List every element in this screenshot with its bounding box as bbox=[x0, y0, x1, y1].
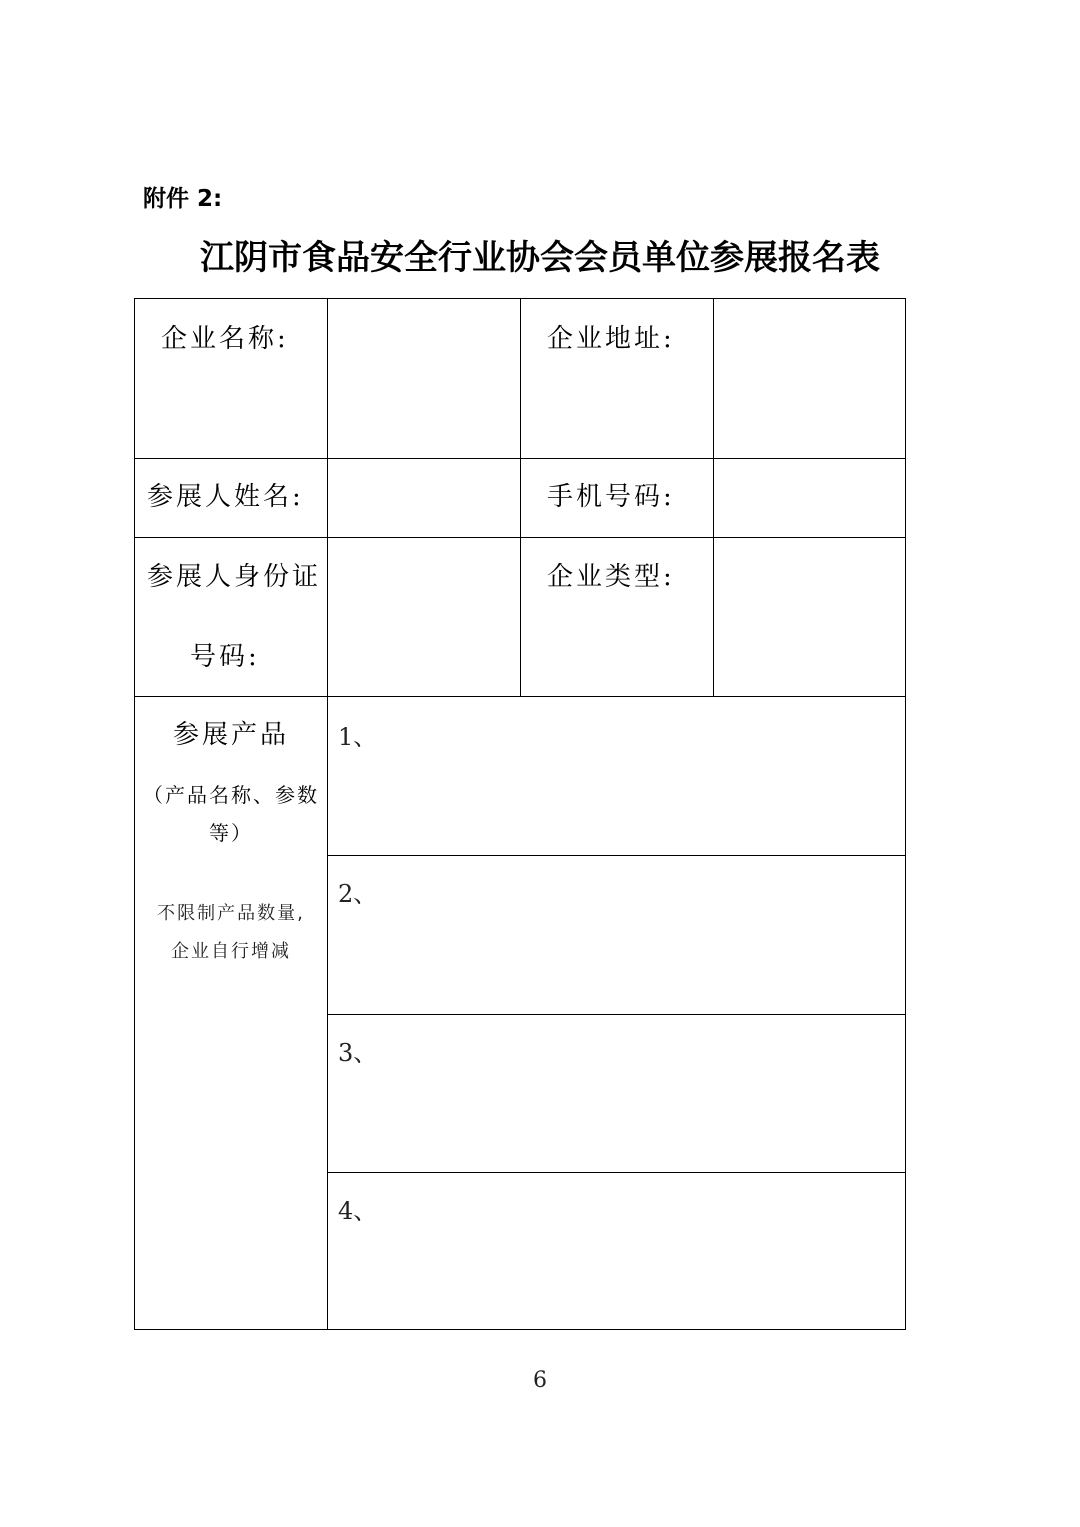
table-divider-col2 bbox=[520, 299, 521, 696]
company-address-label: 企业地址: bbox=[547, 324, 675, 354]
company-address-field[interactable] bbox=[714, 299, 905, 458]
product-entry-number: 1、 bbox=[338, 723, 378, 751]
product-entry-field[interactable] bbox=[328, 1015, 905, 1172]
products-label: 参展产品 bbox=[172, 720, 289, 750]
participant-name-field[interactable] bbox=[328, 459, 520, 537]
phone-field[interactable] bbox=[714, 459, 905, 537]
id-number-field[interactable] bbox=[328, 538, 520, 696]
page-number: 6 bbox=[533, 1368, 547, 1393]
registration-form-table bbox=[134, 298, 906, 1330]
product-entry-field[interactable] bbox=[328, 697, 905, 855]
product-entry-field[interactable] bbox=[328, 1173, 905, 1329]
product-entry-number: 3、 bbox=[338, 1039, 378, 1067]
products-note-line1: （产品名称、参数 bbox=[143, 783, 319, 807]
company-type-label: 企业类型: bbox=[547, 562, 675, 592]
company-name-field[interactable] bbox=[328, 299, 520, 458]
participant-name-label: 参展人姓名: bbox=[147, 482, 304, 512]
company-name-label: 企业名称: bbox=[161, 324, 289, 354]
id-number-label-line1: 参展人身份证 bbox=[147, 562, 322, 592]
page-title: 江阴市食品安全行业协会会员单位参展报名表 bbox=[200, 238, 880, 278]
products-note-line2: 等） bbox=[209, 821, 253, 845]
products-hint-line1: 不限制产品数量, bbox=[157, 903, 305, 924]
product-entry-field[interactable] bbox=[328, 856, 905, 1014]
product-entry-number: 4、 bbox=[338, 1197, 378, 1225]
company-type-field[interactable] bbox=[714, 538, 905, 696]
phone-label: 手机号码: bbox=[547, 482, 675, 512]
id-number-label-line2: 号码: bbox=[190, 642, 260, 672]
product-entry-number: 2、 bbox=[338, 880, 378, 908]
attachment-label: 附件 2: bbox=[143, 186, 223, 212]
products-hint-line2: 企业自行增减 bbox=[171, 941, 291, 962]
